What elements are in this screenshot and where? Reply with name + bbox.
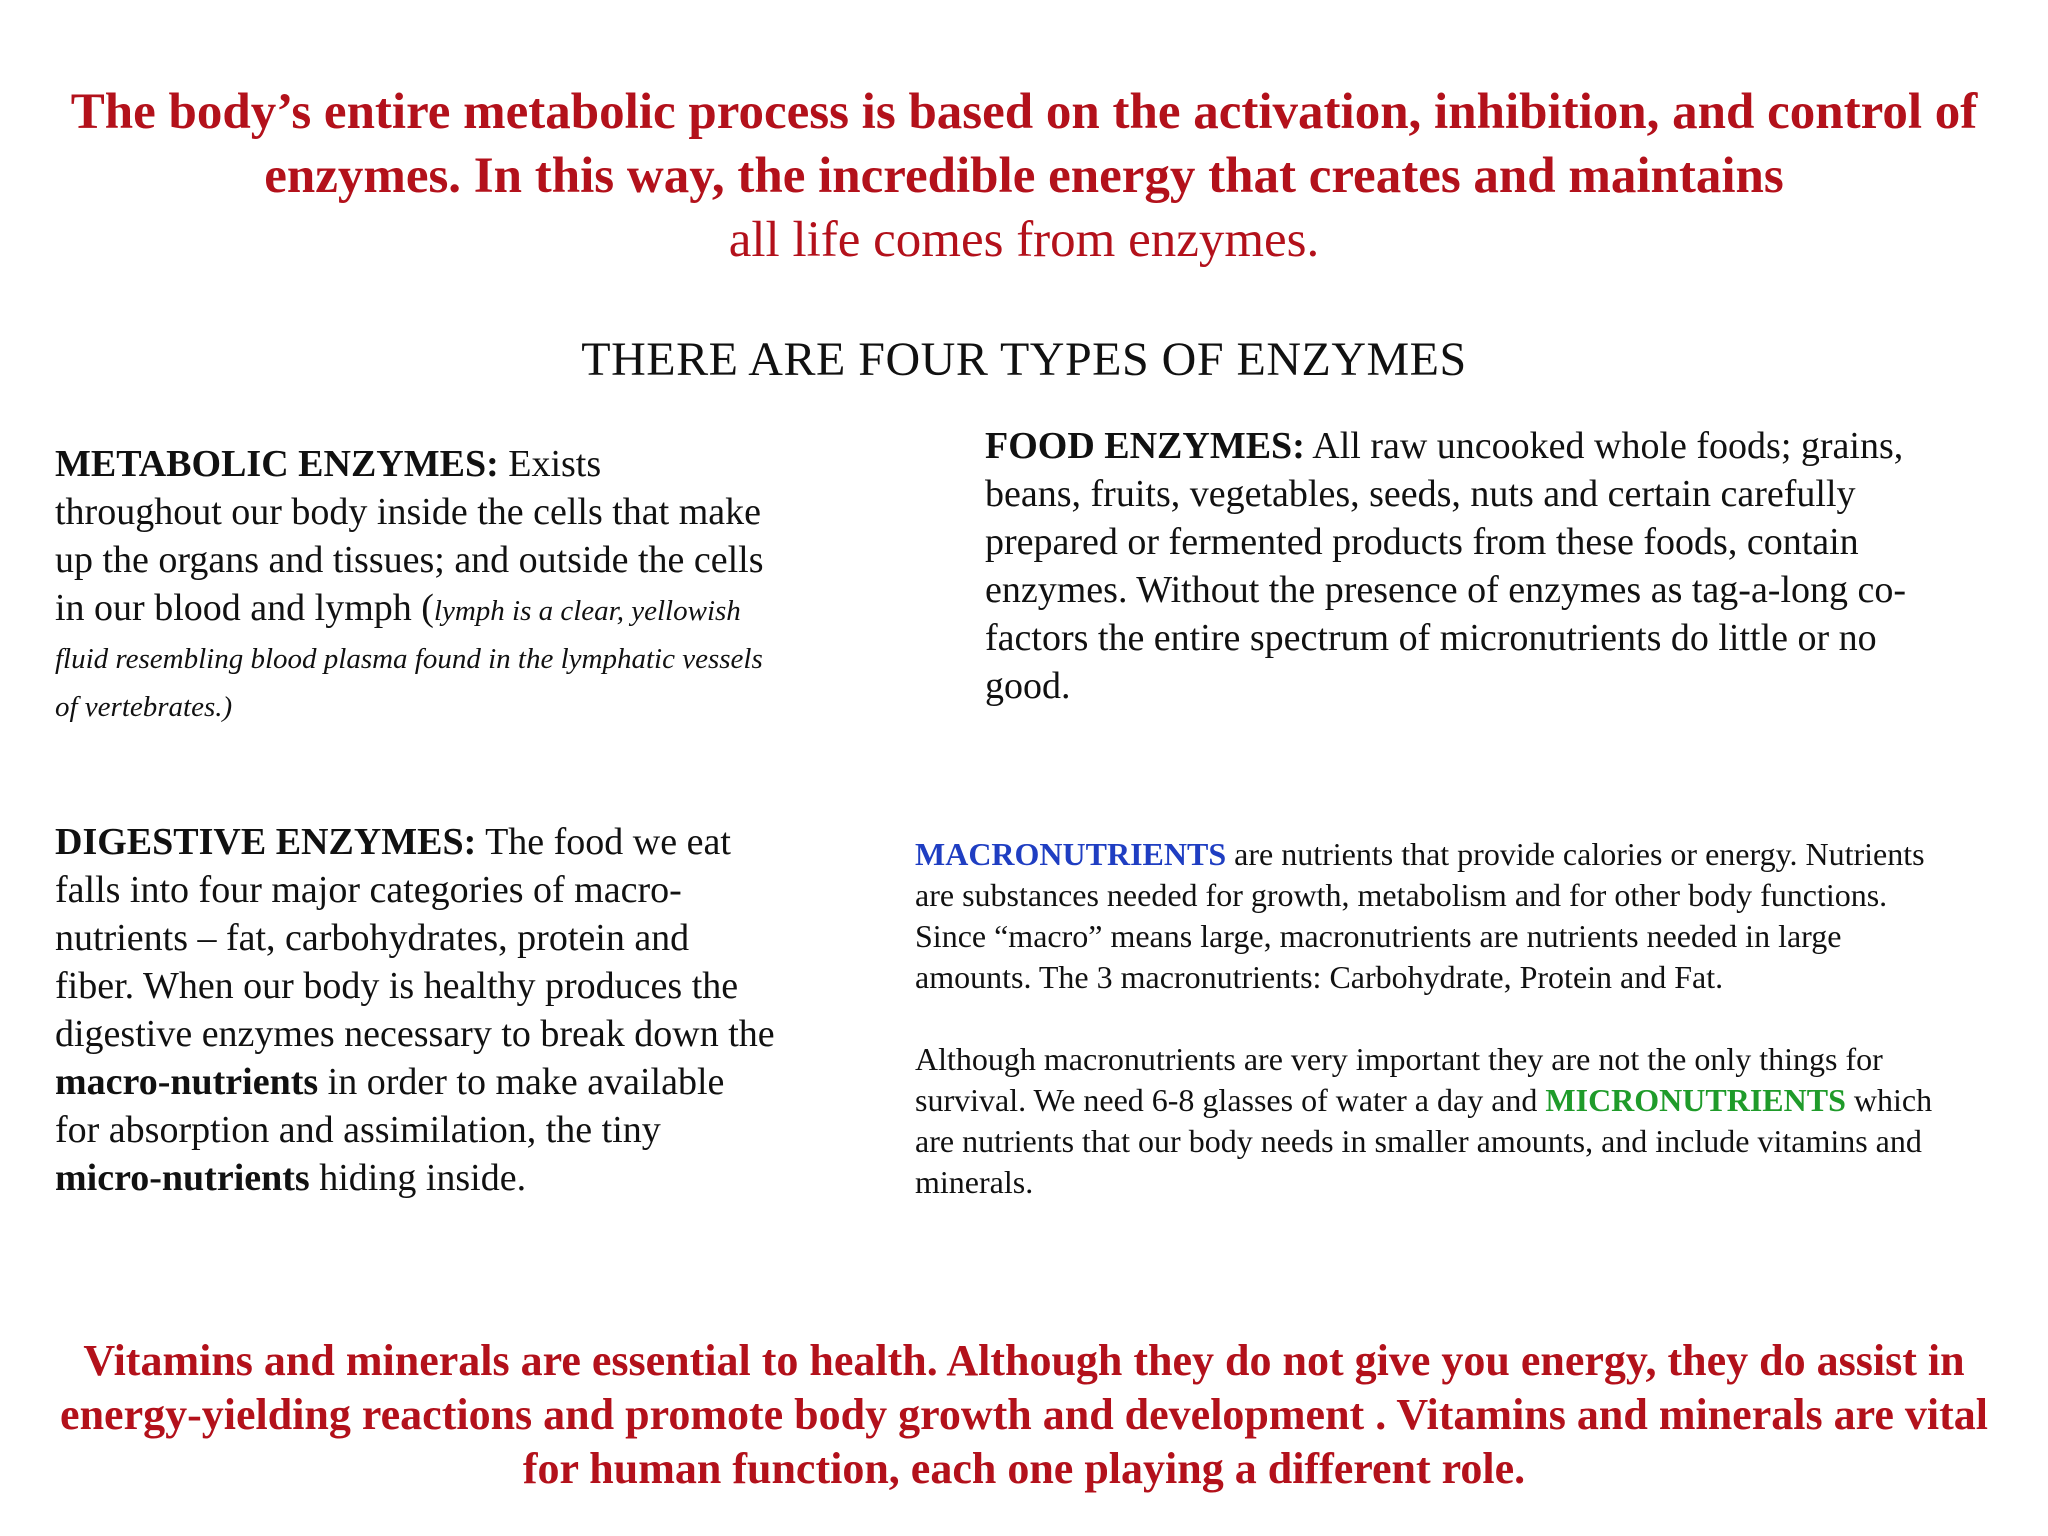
paragraph-spacer bbox=[915, 998, 1955, 1039]
metabolic-enzymes-block bbox=[55, 440, 775, 728]
digestive-body-part-2: in order to make available for absorption and assimilation, the tiny bbox=[55, 1061, 725, 1151]
intro-bold-text: The body’s entire metabolic process is based on the activation, inhibition, and control of enzymes. In this way, the incredible energy that creates and maintains bbox=[70, 84, 1978, 204]
micronutrients-paragraph bbox=[915, 1039, 1955, 1203]
digestive-enzymes-term: DIGESTIVE ENZYMES: bbox=[55, 821, 477, 863]
macronutrients-term: MACRONUTRIENTS bbox=[915, 836, 1227, 872]
lymph-note: lymph is a clear, yellowish fluid resembling blood plasma found in the lymphatic vessels of vertebrates.) bbox=[55, 595, 763, 723]
food-enzymes-body: All raw uncooked whole foods; grains, beans, fruits, vegetables, seeds, nuts and certain carefully prepared or fermented products from these foods, contain enzymes. Without the presence of enzymes as tag-a-long co-factors the entire spectrum of micronutrients do little or no good. bbox=[985, 425, 1907, 707]
digestive-body-part-3: hiding inside. bbox=[309, 1157, 527, 1199]
intro-regular-text: all life comes from enzymes. bbox=[728, 212, 1320, 268]
digestive-body-part-1: The food we eat falls into four major categories of macro-nutrients – fat, carbohydrates, protein and fiber. When our body is healthy produces the digestive enzymes necessary to break down the bbox=[55, 821, 775, 1055]
closing-statement: Vitamins and minerals are essential to health. Although they do not give you energy, they do assist in energy-yielding reactions and promote body growth and development . Vitamins and minerals are vital for human function, each one playing a different role. bbox=[60, 1336, 1988, 1493]
micronutrients-intro: Although macronutrients are very important they are not the only things for survival. We need 6-8 glasses of water a day and bbox=[915, 1041, 1883, 1118]
micronutrients-body: which are nutrients that our body needs in smaller amounts, and include vitamins and minerals. bbox=[915, 1082, 1933, 1200]
intro-statement bbox=[40, 80, 2008, 272]
macro-nutrients-term: macro-nutrients bbox=[55, 1061, 319, 1103]
metabolic-enzymes-body: Exists throughout our body inside the cells that make up the organs and tissues; and outside the cells in our blood and lymph ( bbox=[55, 443, 764, 629]
macronutrients-block bbox=[915, 834, 1955, 1203]
section-heading: THERE ARE FOUR TYPES OF ENZYMES bbox=[581, 333, 1467, 386]
metabolic-enzymes-term: METABOLIC ENZYMES: bbox=[55, 443, 499, 485]
macronutrients-body: are nutrients that provide calories or energy. Nutrients are substances needed for growth, metabolism and for other body functions. Since “macro” means large, macronutrients are nutrients needed in large amounts. The 3 macronutrients: Carbohydrate, Protein and Fat. bbox=[915, 836, 1925, 995]
food-enzymes-block bbox=[985, 422, 1925, 710]
micro-nutrients-term: micro-nutrients bbox=[55, 1157, 310, 1199]
macronutrients-paragraph bbox=[915, 834, 1955, 998]
digestive-enzymes-block bbox=[55, 818, 775, 1202]
food-enzymes-term: FOOD ENZYMES: bbox=[985, 425, 1305, 467]
micronutrients-term: MICRONUTRIENTS bbox=[1545, 1082, 1846, 1118]
